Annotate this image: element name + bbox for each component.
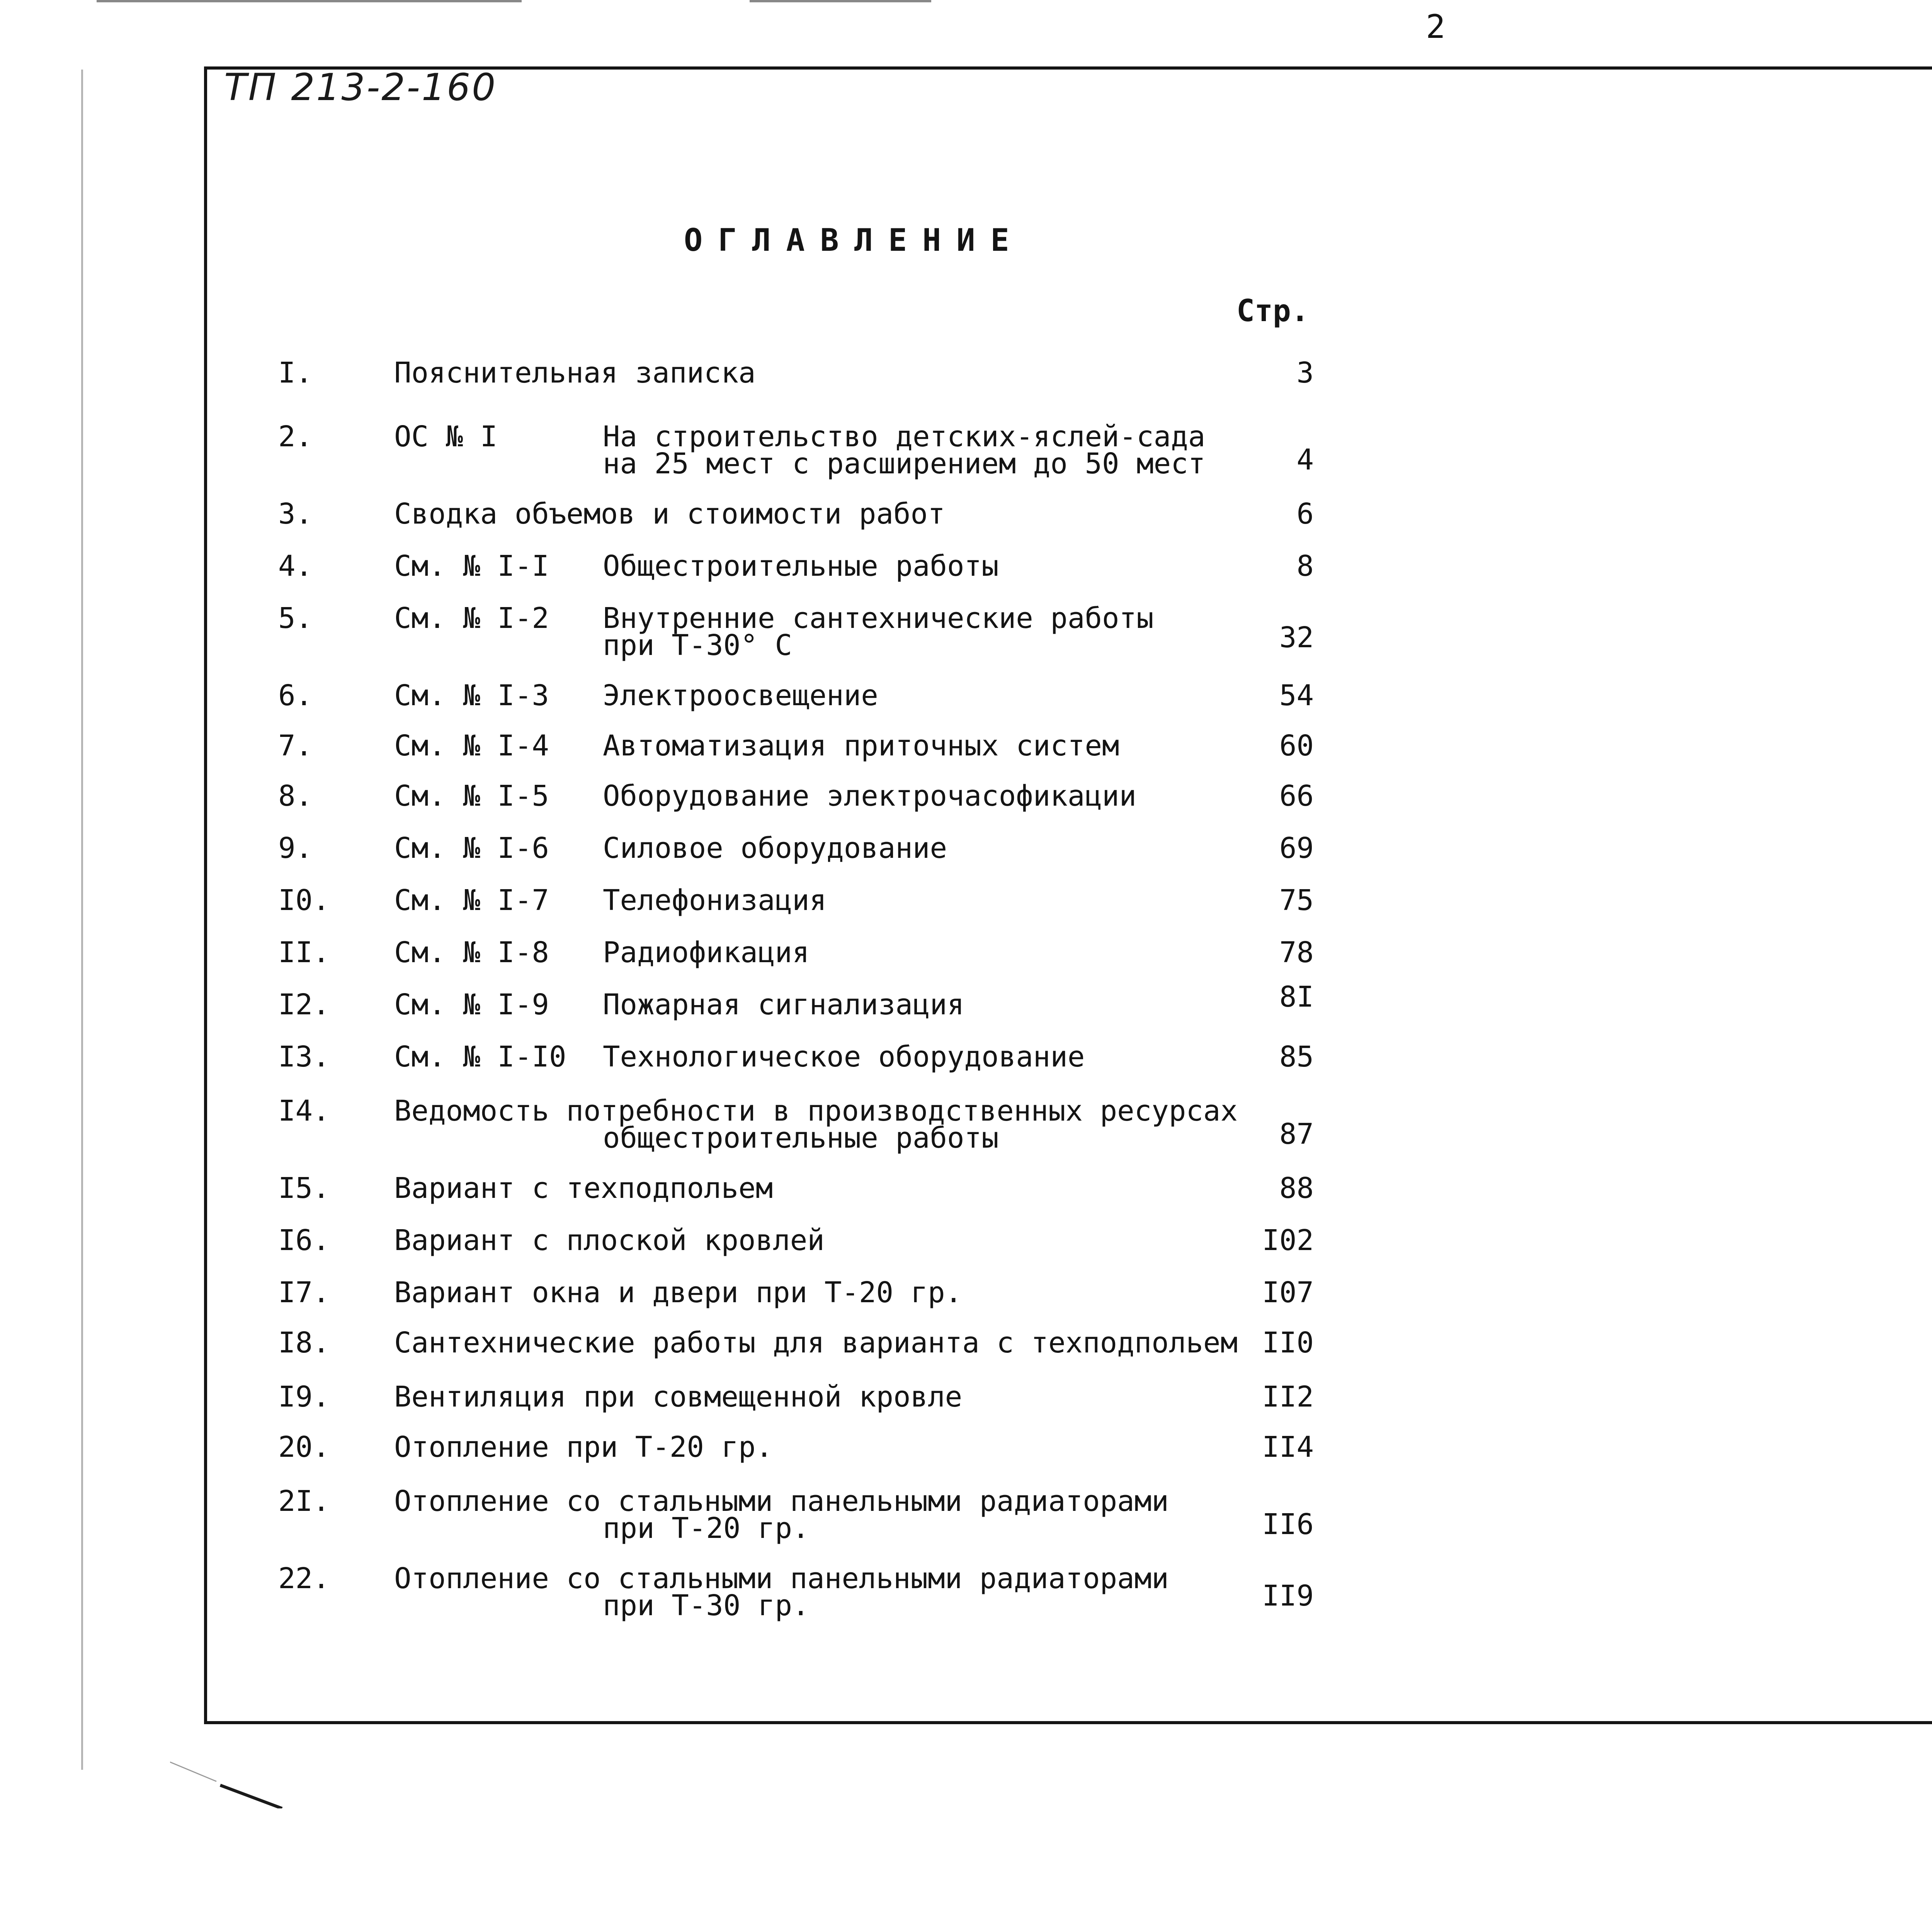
- toc-item-title-line: на 25 мест с расширением до 50 мест: [603, 447, 1206, 480]
- toc-item-title: [603, 679, 1240, 712]
- toc-item-code: См. № I-7: [394, 884, 549, 917]
- page-number: 2: [1426, 8, 1446, 46]
- toc-item-title-line: Телефонизация: [603, 884, 827, 917]
- toc-item-code: См. № I-8: [394, 936, 549, 969]
- toc-item-code: См. № I-2: [394, 602, 549, 635]
- toc-item-title-line: Вариант окна и двери при Т-20 гр.: [394, 1276, 963, 1309]
- toc-item-title-line: Радиофикация: [603, 936, 810, 969]
- toc-item-title: [603, 420, 1240, 480]
- toc-item-page: II6: [1262, 1508, 1314, 1541]
- toc-item-number: I6.: [278, 1224, 330, 1257]
- toc-item-code: См. № I-6: [394, 832, 549, 865]
- toc-item-title: [394, 356, 1283, 390]
- toc-item-title-line: Сантехнические работы для варианта с техподпольем: [394, 1326, 1238, 1359]
- toc-item-number: 4.: [278, 549, 313, 583]
- toc-item-title-line: Электроосвещение: [603, 679, 878, 712]
- toc-item-number: 2I.: [278, 1485, 330, 1518]
- toc-item-page: 3: [1296, 356, 1314, 390]
- toc-item-title-line: Вариант с плоской кровлей: [394, 1224, 825, 1257]
- margin-line: [81, 70, 83, 1770]
- toc-item-code: См. № I-5: [394, 779, 549, 813]
- toc-item-page: 75: [1279, 884, 1314, 917]
- toc-item-page: 88: [1279, 1172, 1314, 1205]
- toc-item-title: [603, 884, 1240, 917]
- toc-item-title-line: Пожарная сигнализация: [603, 988, 964, 1021]
- toc-item-number: I7.: [278, 1276, 330, 1309]
- toc-item-title: [394, 1224, 1283, 1257]
- toc-item-page: 78: [1279, 936, 1314, 969]
- toc-item-title-line: Сводка объемов и стоимости работ: [394, 497, 945, 531]
- toc-item-page: II0: [1262, 1326, 1314, 1359]
- toc-item-title-line: Вариант с техподпольем: [394, 1172, 773, 1205]
- toc-item-page: 32: [1279, 621, 1314, 654]
- toc-item-page: 85: [1279, 1040, 1314, 1073]
- toc-item-title: [394, 1485, 1283, 1545]
- toc-item-code: См. № I-3: [394, 679, 549, 712]
- toc-item-page: I07: [1262, 1276, 1314, 1309]
- toc-item-page: 4: [1296, 443, 1314, 476]
- toc-item-title-line: Общестроительные работы: [603, 549, 999, 583]
- toc-item-title-line: Внутренние сантехнические работы: [603, 602, 1154, 635]
- toc-item-title-line: На строительство детских-яслей-сада: [603, 420, 1206, 453]
- toc-item-number: 5.: [278, 602, 313, 635]
- toc-item-page: 69: [1279, 832, 1314, 865]
- toc-item-title-line: общестроительные работы: [603, 1121, 999, 1155]
- toc-item-number: 7.: [278, 729, 313, 762]
- toc-item-title: [603, 779, 1240, 813]
- toc-item-number: 8.: [278, 779, 313, 813]
- toc-item-title-line: Пояснительная записка: [394, 356, 756, 390]
- toc-item-code: См. № I-I0: [394, 1040, 566, 1073]
- toc-item-number: I.: [278, 356, 313, 390]
- top-rule-right: [750, 0, 931, 2]
- toc-item-title-line: Отопление со стальными панельными радиаторами: [394, 1485, 1169, 1518]
- toc-item-code: См. № I-9: [394, 988, 549, 1021]
- toc-item-number: I8.: [278, 1326, 330, 1359]
- toc-item-title: [603, 549, 1240, 583]
- toc-item-number: 6.: [278, 679, 313, 712]
- toc-item-title-line: при Т-30 гр.: [603, 1589, 810, 1622]
- toc-item-title: [603, 988, 1240, 1021]
- toc-item-title: [603, 602, 1240, 662]
- toc-item-title-line: Технологическое оборудование: [603, 1040, 1085, 1073]
- toc-item-page: 6: [1296, 497, 1314, 531]
- toc-item-page: 87: [1279, 1118, 1314, 1151]
- toc-item-code: ОС № I: [394, 420, 498, 453]
- toc-item-number: I4.: [278, 1094, 330, 1128]
- toc-item-title-line: Вентиляция при совмещенной кровле: [394, 1380, 963, 1414]
- toc-item-number: I2.: [278, 988, 330, 1021]
- toc-item-page: 54: [1279, 679, 1314, 712]
- toc-item-title-line: Оборудование электрочасофикации: [603, 779, 1137, 813]
- toc-item-number: I5.: [278, 1172, 330, 1205]
- toc-item-title: [603, 832, 1240, 865]
- toc-item-number: 9.: [278, 832, 313, 865]
- toc-item-title: [603, 936, 1240, 969]
- toc-item-page: 60: [1279, 729, 1314, 762]
- toc-item-title: [603, 729, 1240, 762]
- toc-item-page: I02: [1262, 1224, 1314, 1257]
- toc-item-code: См. № I-I: [394, 549, 549, 583]
- toc-item-page: 8: [1296, 549, 1314, 583]
- toc-item-title: [394, 1326, 1283, 1359]
- top-rule-left: [97, 0, 522, 2]
- toc-item-page: II9: [1262, 1579, 1314, 1613]
- toc-item-page: II4: [1262, 1431, 1314, 1464]
- page-column-header: Стр.: [1236, 294, 1309, 328]
- toc-item-title-line: при Т-20 гр.: [603, 1512, 810, 1545]
- toc-item-number: I3.: [278, 1040, 330, 1073]
- pen-stroke-mark: [170, 1754, 286, 1808]
- toc-item-title-line: Автоматизация приточных систем: [603, 729, 1119, 762]
- page-title: ОГЛАВЛЕНИЕ: [684, 222, 1025, 258]
- toc-item-page: II2: [1262, 1380, 1314, 1414]
- toc-item-title-line: Ведомость потребности в производственных ресурсах: [394, 1094, 1238, 1128]
- toc-item-number: I9.: [278, 1380, 330, 1414]
- toc-item-number: 20.: [278, 1431, 330, 1464]
- toc-item-title: [394, 1276, 1283, 1309]
- toc-item-title-line: Силовое оборудование: [603, 832, 947, 865]
- toc-item-title: [603, 1040, 1240, 1073]
- toc-item-number: 2.: [278, 420, 313, 453]
- toc-item-number: 22.: [278, 1562, 330, 1595]
- doc-code: ТП 213-2-160: [224, 66, 497, 109]
- toc-item-title-line: Отопление при Т-20 гр.: [394, 1431, 773, 1464]
- toc-item-number: 3.: [278, 497, 313, 531]
- toc-item-page: 66: [1279, 779, 1314, 813]
- toc-item-title: [394, 1172, 1283, 1205]
- toc-item-title: [394, 497, 1283, 531]
- toc-item-title: [394, 1431, 1283, 1464]
- toc-item-code: См. № I-4: [394, 729, 549, 762]
- toc-item-page: 8I: [1279, 980, 1314, 1014]
- toc-item-number: II.: [278, 936, 330, 969]
- toc-item-title-line: Отопление со стальными панельными радиаторами: [394, 1562, 1169, 1595]
- toc-item-title: [394, 1094, 1283, 1155]
- toc-item-title: [394, 1380, 1283, 1414]
- toc-item-number: I0.: [278, 884, 330, 917]
- toc-item-title-line: при Т-30° С: [603, 629, 793, 662]
- toc-item-title: [394, 1562, 1283, 1622]
